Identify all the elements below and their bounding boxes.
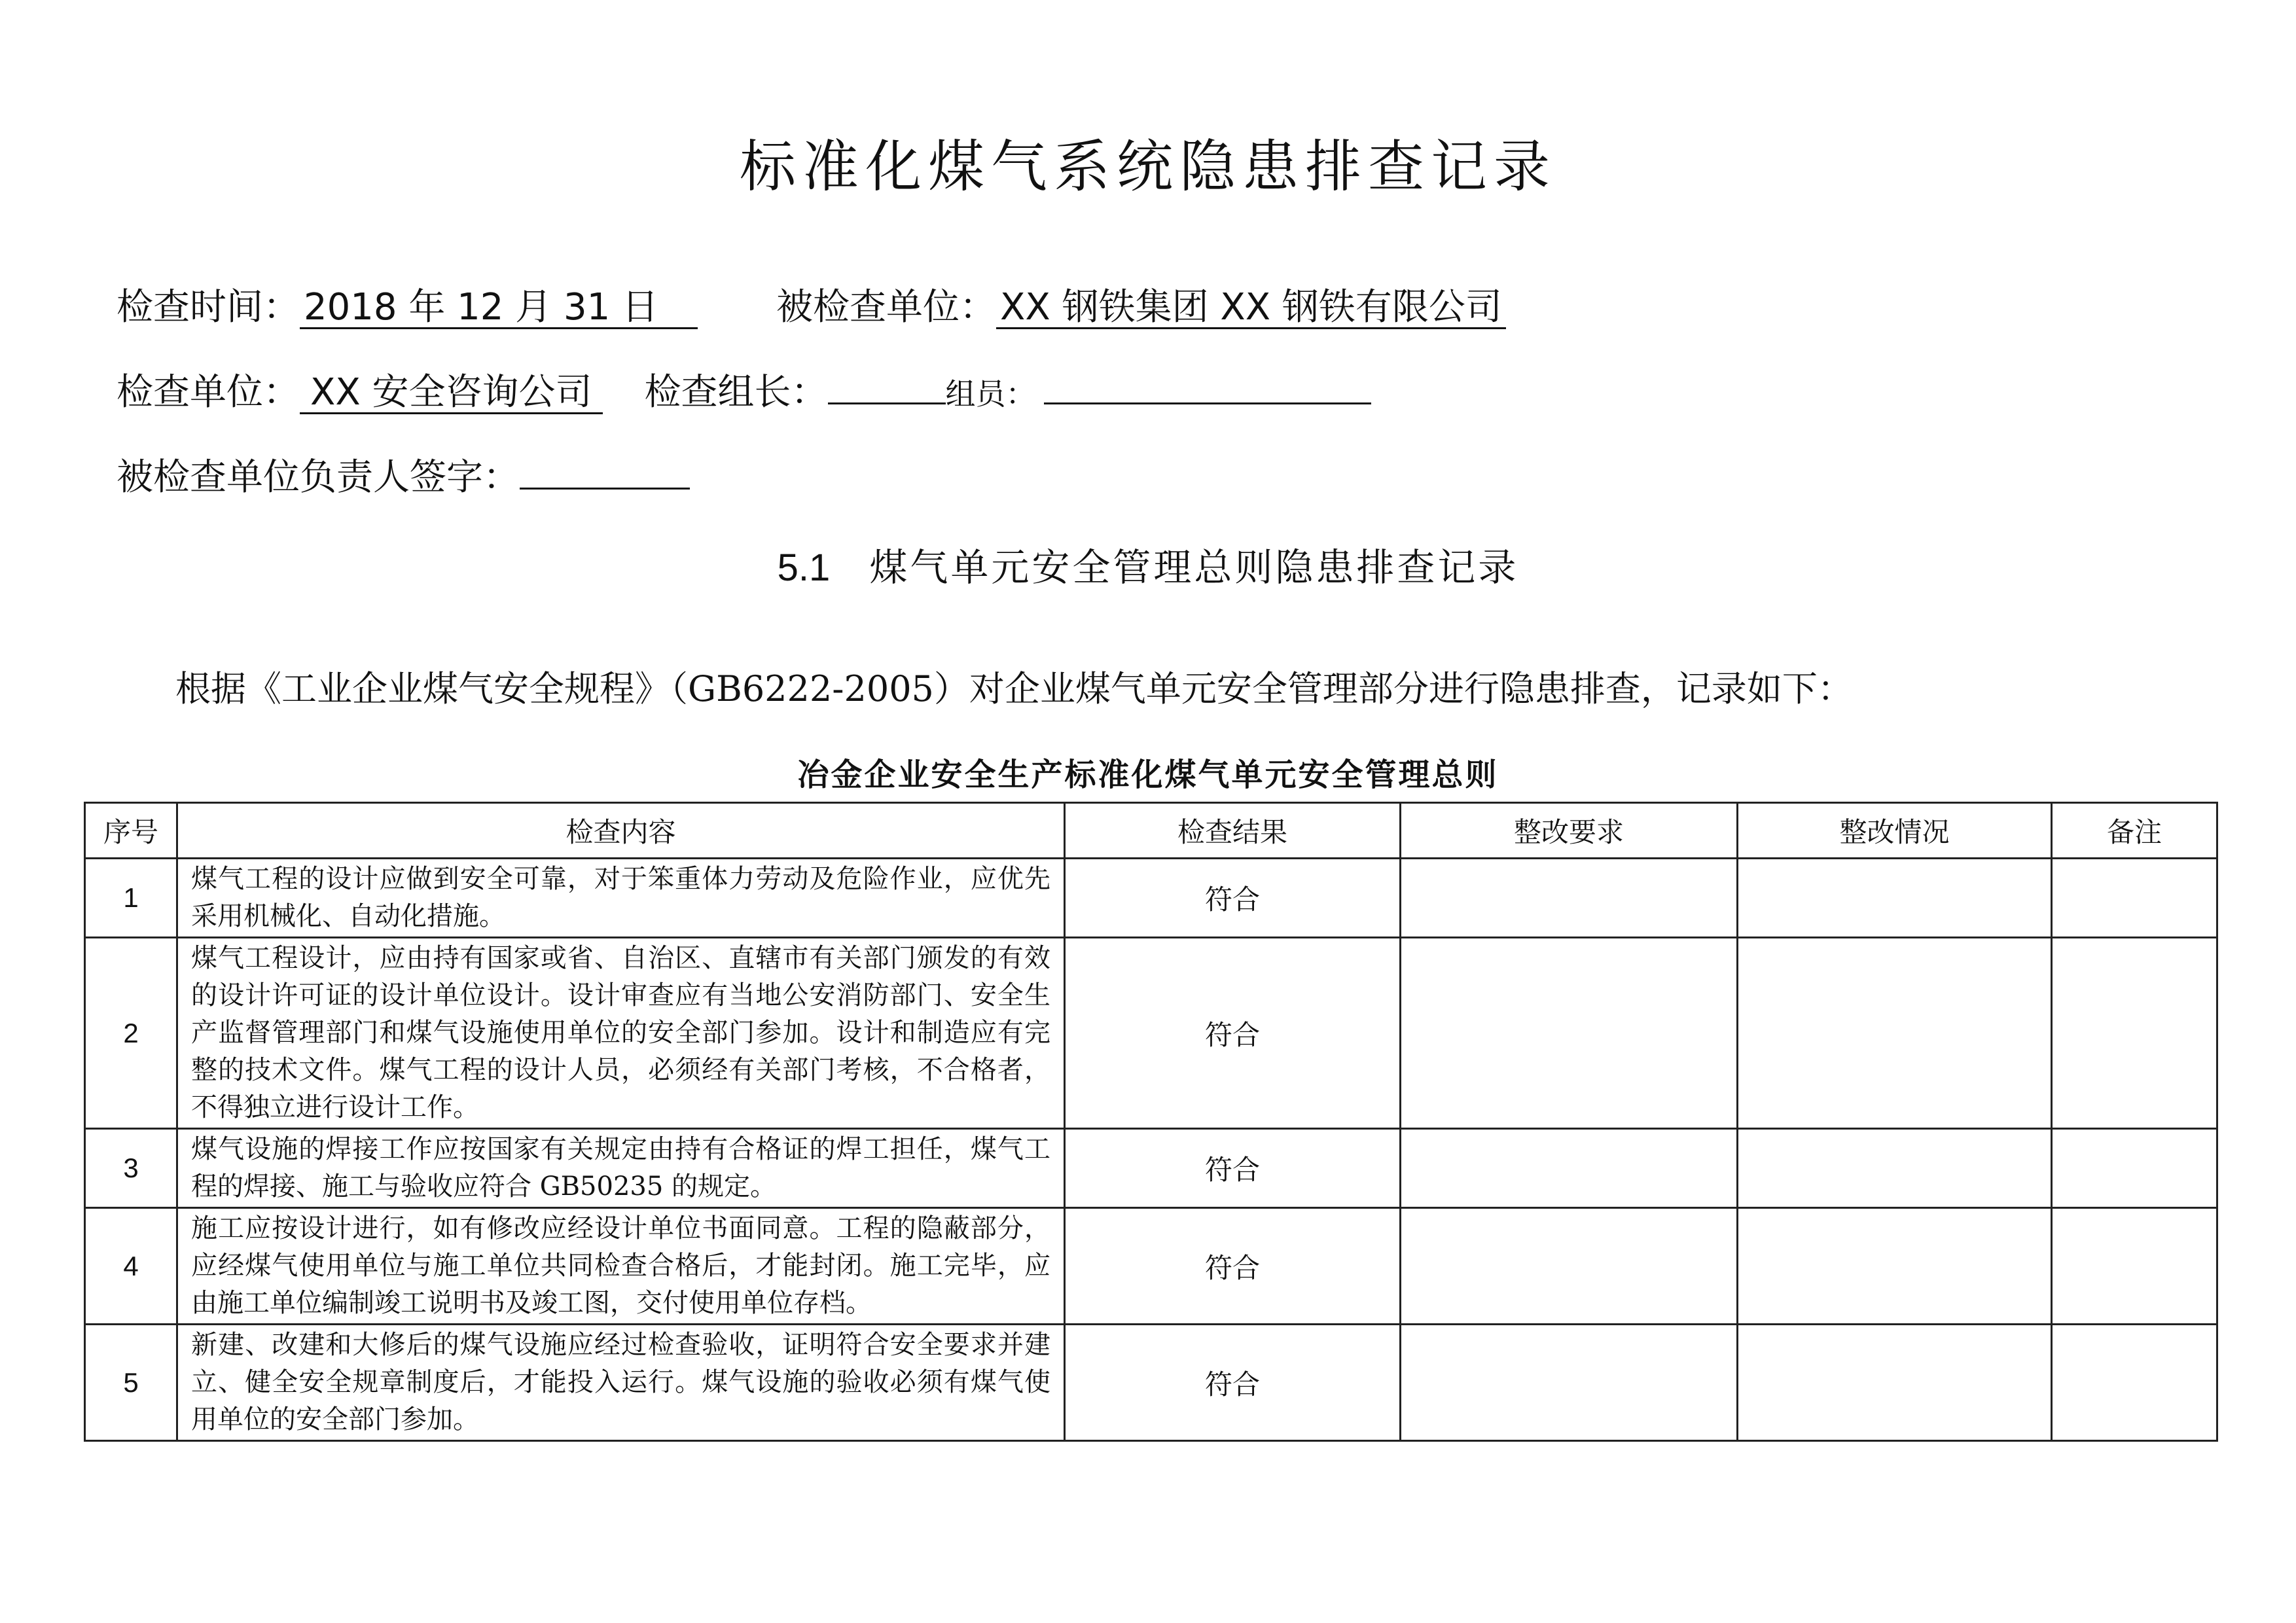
info-line-1 [117,278,1506,330]
header-index: 序号 [85,803,177,859]
row-index: 3 [85,1129,177,1208]
check-time-value: 2018 年 12 月 31 日 [300,289,698,329]
row-requirement [1401,859,1738,938]
inspected-unit-value: XX 钢铁集团 XX 钢铁有限公司 [996,289,1506,329]
header-note: 备注 [2052,803,2217,859]
header-status: 整改情况 [1738,803,2052,859]
row-status [1738,1129,2052,1208]
row-result: 符合 [1065,1129,1401,1208]
inspected-unit-label: 被检查单位： [776,286,997,329]
info-line-3 [117,448,690,501]
table-row [85,1325,2217,1441]
row-index: 4 [85,1208,177,1325]
row-status [1738,1208,2052,1325]
row-result: 符合 [1065,1208,1401,1325]
check-time-label: 检查时间： [117,286,300,329]
row-content: 煤气工程的设计应做到安全可靠，对于笨重体力劳动及危险作业，应优先采用机械化、自动化措施。 [177,859,1065,938]
leader-label: 检查组长： [644,371,828,414]
row-result: 符合 [1065,859,1401,938]
intro-paragraph: 根据《工业企业煤气安全规程》（GB6222-2005）对企业煤气单元安全管理部分进行隐患排查，记录如下： [175,668,1853,709]
row-requirement [1401,938,1738,1129]
row-content: 施工应按设计进行，如有修改应经设计单位书面同意。工程的隐蔽部分，应经煤气使用单位与施工单位共同检查合格后，才能封闭。施工完毕，应由施工单位编制竣工说明书及竣工图，交付使用单位存档。 [177,1208,1065,1325]
row-note [2052,859,2217,938]
info-line-2 [117,363,1371,416]
row-note [2052,1325,2217,1441]
row-result: 符合 [1065,1325,1401,1441]
row-result: 符合 [1065,938,1401,1129]
table-row [85,1208,2217,1325]
row-index: 2 [85,938,177,1129]
check-unit-value: XX 安全咨询公司 [300,374,603,414]
table-row [85,1129,2217,1208]
page-title: 标准化煤气系统隐患排查记录 [740,134,1556,200]
row-index: 1 [85,859,177,938]
row-note [2052,938,2217,1129]
row-index: 5 [85,1325,177,1441]
row-content: 新建、改建和大修后的煤气设施应经过检查验收，证明符合安全要求并建立、健全安全规章制度后，才能投入运行。煤气设施的验收必须有煤气使用单位的安全部门参加。 [177,1325,1065,1441]
row-note [2052,1208,2217,1325]
row-requirement [1401,1208,1738,1325]
row-requirement [1401,1129,1738,1208]
signature-label: 被检查单位负责人签字： [117,456,520,499]
header-requirement: 整改要求 [1401,803,1738,859]
section-heading [0,537,2296,592]
table-row [85,859,2217,938]
section-title: 煤气单元安全管理总则隐患排查记录 [869,545,1519,590]
member-blank [1044,366,1371,404]
check-unit-label: 检查单位： [117,371,300,414]
row-status [1738,859,2052,938]
table-header-row [85,803,2217,859]
inspection-table [84,802,2218,1442]
row-content: 煤气工程设计，应由持有国家或省、自治区、直辖市有关部门颁发的有效的设计许可证的设计单位设计。设计审查应有当地公安消防部门、安全生产监督管理部门和煤气设施使用单位的安全部门参加。设计和制造应有完整的技术文件。煤气工程的设计人员，必须经有关部门考核，不合格者，不得独立进行设计工作。 [177,938,1065,1129]
table-caption: 冶金企业安全生产标准化煤气单元安全管理总则 [797,757,1499,793]
member-label: 组员： [945,376,1036,412]
row-status [1738,938,2052,1129]
table-row [85,938,2217,1129]
row-status [1738,1325,2052,1441]
section-number: 5.1 [777,546,831,589]
row-content: 煤气设施的焊接工作应按国家有关规定由持有合格证的焊工担任，煤气工程的焊接、施工与验收应符合 GB50235 的规定。 [177,1129,1065,1208]
leader-blank [828,366,946,404]
header-content: 检查内容 [177,803,1065,859]
row-note [2052,1129,2217,1208]
header-result: 检查结果 [1065,803,1401,859]
row-requirement [1401,1325,1738,1441]
signature-blank [520,451,690,490]
